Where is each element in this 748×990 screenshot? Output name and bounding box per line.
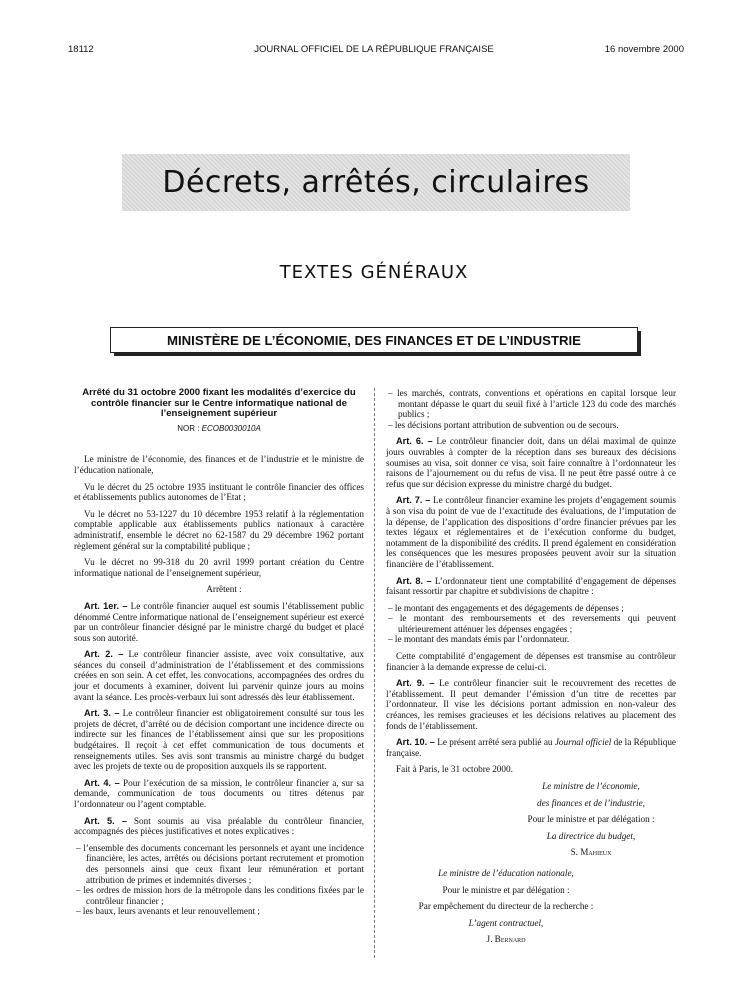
article-text: Le contrôleur financier doit, dans un délai maximal de quinze jours ouvrables à compter de la réception dans ses bureaux des décisions soumises au visa, soit donner ce visa, soit faire connaître à l’ordonnateur les raisons de l’ajournement ou du refus de visa. Il ne peut être passé outre à ce refus que sur décision expresse du ministre chargé du budget. — [386, 436, 677, 489]
article-label: Art. 9. – — [396, 678, 435, 689]
arretent: Arrêtent : — [206, 584, 242, 595]
list-item: – le montant des mandats émis par l’ordonnateur. — [388, 634, 570, 645]
list-item: – les décisions portant attribution de subvention ou de secours. — [388, 419, 619, 430]
article-label: Art. 7. – — [396, 495, 431, 506]
article-5 — [74, 816, 364, 837]
article-label: Art. 2. – — [84, 649, 124, 660]
impediment-line: Par empêchement du directeur de la recherche : — [418, 901, 594, 912]
signatory-role-line: L’agent contractuel, — [468, 917, 544, 928]
article-text: Sont soumis au visa préalable du contrôleur financier, accompagnés des pièces justificatives et notes explicatives : — [74, 815, 365, 837]
article-text: L’ordonnateur tient une comptabilité d’engagement de dépenses faisant ressortir par chapitre et subdivisions de chapitre : — [386, 575, 676, 597]
signatory-role — [386, 918, 616, 929]
signatory-title — [496, 798, 676, 809]
article-5-list — [74, 843, 364, 917]
preamble-line: Vu le décret no 53-1227 du 10 décembre 1953 relatif à la réglementation comptable applicable aux établissements publics nationaux à caractère administratif, ensemble le décret no 62-1587 du 29 décembre 1962 portant règlement général sur la comptabilité publique ; — [74, 508, 364, 551]
issue-date: 16 novembre 2000 — [604, 44, 684, 55]
preamble-line: Vu le décret du 25 octobre 1935 instituant le contrôle financier des offices et établissements publics autonomes de l’Etat ; — [74, 481, 364, 503]
list-item: – les marchés, contrats, conventions et opérations en capital lorsque leur montant dépasse le quart du seuil fixé à l’article 123 du code des marchés publics ; — [388, 388, 676, 420]
article-8 — [386, 576, 676, 597]
article-label: Art. 5. – — [84, 815, 127, 826]
article-8-continued: Cette comptabilité d’engagement de dépenses est transmise au contrôleur financier à la demande expresse de celui-ci. — [386, 651, 676, 672]
ministry-box — [110, 327, 638, 353]
article-9 — [386, 678, 676, 731]
signatory-title — [496, 781, 676, 792]
category-banner — [122, 154, 630, 211]
article-7 — [386, 495, 676, 569]
nor-reference — [74, 424, 364, 435]
article-text: Le contrôle financier auquel est soumis l’établissement public dénommé Centre informatique national de l’enseignement supérieur est exercé par un contrôleur financier désigné par le ministre chargé du budget et placé sous son autorité. — [74, 600, 364, 643]
left-column — [74, 388, 364, 923]
banner-title: Décrets, arrêtés, circulaires — [162, 165, 590, 200]
signatory-role — [496, 831, 676, 842]
article-3 — [74, 708, 364, 772]
article-label: Art. 8. – — [396, 575, 432, 586]
list-item: – les baux, leurs avenants et leur renouvellement ; — [76, 906, 260, 917]
article-label: Art. 6. – — [396, 436, 433, 447]
list-item: – le montant des engagements et des dégagements de dépenses ; — [388, 602, 624, 613]
article-text: de la République française. — [386, 737, 676, 758]
signatory-name: J. Bernard — [486, 934, 526, 945]
signature-date: Fait à Paris, le 31 octobre 2000. — [396, 764, 513, 775]
article-text: Le présent arrêté sera publié au — [437, 737, 553, 748]
article-4 — [74, 778, 364, 810]
article-label: Art. 1er. – — [84, 600, 128, 611]
signatory-title-line: Le ministre de l’économie, — [542, 781, 640, 791]
delegation-line: Pour le ministre et par délégation : — [527, 814, 655, 825]
page-header — [0, 44, 748, 58]
article-2 — [74, 649, 364, 702]
nor-label: NOR : — [177, 423, 200, 433]
right-column — [386, 388, 676, 951]
article-label: Art. 4. – — [84, 777, 120, 788]
list-item: – l’ensemble des documents concernant les personnels et ayant une incidence financière, les actes, arrêtés ou décisions portant recrutement et promotion des personnels ainsi que ceux fixant leur rémunération et portant attribution de primes et indemnités diverses ; — [76, 842, 364, 885]
article-label: Art. 3. – — [84, 708, 120, 719]
article-label: Art. 10. – — [396, 737, 435, 748]
article-1 — [74, 601, 364, 643]
delegation-line: Pour le ministre et par délégation : — [442, 884, 570, 895]
signature-block-education — [386, 868, 616, 945]
list-item: – les ordres de mission hors de la métropole dans les conditions fixées par le contrôleur financier ; — [76, 885, 364, 906]
preamble-line: Le ministre de l’économie, des finances et de l’industrie et le ministre de l’éducation nationale, — [74, 454, 364, 475]
article-10 — [386, 737, 676, 758]
article-text: Le contrôleur financier suit le recouvrement des recettes de l’établissement. Il peut demander l’émission d’un titre de recettes par l’ordonnateur. Il vise les décisions portant admission en non-valeur des créances, les remises gracieuses et les décisions relatives au placement des fonds de l’établissement. — [386, 678, 676, 731]
section-title: TEXTES GÉNÉRAUX — [279, 262, 469, 283]
article-5-list-continued — [386, 388, 676, 430]
article-text: Pour l’exécution de sa mission, le contrôleur financier a, sur sa demande, communication de tous documents ou titres détenus par l’ordonnateur ou l’agent comptable. — [74, 777, 365, 809]
page-number: 18112 — [68, 44, 94, 55]
signature-block-economy — [496, 781, 676, 858]
decree-title: Arrêté du 31 octobre 2000 fixant les modalités d’exercice du contrôle financier sur le Centre informatique national de l’enseignement supérieur — [82, 387, 356, 420]
article-6 — [386, 436, 676, 489]
nor-code: ECOB0030010A — [201, 423, 261, 433]
signatory-title-line: Le ministre de l’éducation nationale, — [438, 867, 574, 878]
article-text: Le contrôleur financier est obligatoirement consulté sur tous les projets de décret, d’arrêté ou de décision comportant une incidence directe ou indirecte sur les finances de l’établissement ainsi que sur les propositions budgétaires. Il reçoit à cet effet communication de tous documents et renseignements utiles. Ses avis sont transmis au ministre chargé du budget avec les projets de texte ou de proposition auxquels ils se rapportent. — [74, 708, 364, 772]
list-item: – le montant des remboursements et des reversements qui peuvent ultérieurement atténuer les dépenses engagées ; — [388, 613, 676, 634]
article-text: Le contrôleur financier examine les projets d’engagement soumis à son visa du point de vue de l’exactitude des évaluations, de l’imputation de la dépense, de l’application des dispositions d’ordre financier prévues par les textes légaux et réglementaires et de l’exécution conforme du budget, notamment de la disponibilité des crédits. Il prend également en considération les conséquences que les mesures proposées peuvent avoir sur la situation financière de l’établissement. — [386, 495, 677, 569]
preamble-line: Vu le décret no 99-318 du 20 avril 1999 portant création du Centre informatique national de l’enseignement supérieur, — [74, 557, 364, 578]
article-8-list — [386, 603, 676, 645]
article-text: Le contrôleur financier assiste, avec voix consultative, aux séances du conseil d’administration de l’établissement et des commissions créées en son sein. A cet effet, les convocations, accompagnées des ordres du jour et documents à examiner, doivent lui parvenir quinze jours au moins avant la séance. Les procès-verbaux lui sont adressés dès leur établissement. — [74, 649, 364, 702]
journal-title: JOURNAL OFFICIEL DE LA RÉPUBLIQUE FRANÇAISE — [254, 44, 494, 55]
signatory-name: S. Mahieux — [570, 847, 612, 858]
signatory-title — [386, 868, 616, 879]
signatory-role-line: La directrice du budget, — [546, 830, 636, 841]
signatory-title-line: des finances et de l’industrie, — [537, 797, 645, 808]
journal-name: Journal officiel — [554, 737, 612, 748]
column-divider — [374, 388, 375, 958]
ministry-name: MINISTÈRE DE L’ÉCONOMIE, DES FINANCES ET DE L’INDUSTRIE — [167, 332, 581, 348]
